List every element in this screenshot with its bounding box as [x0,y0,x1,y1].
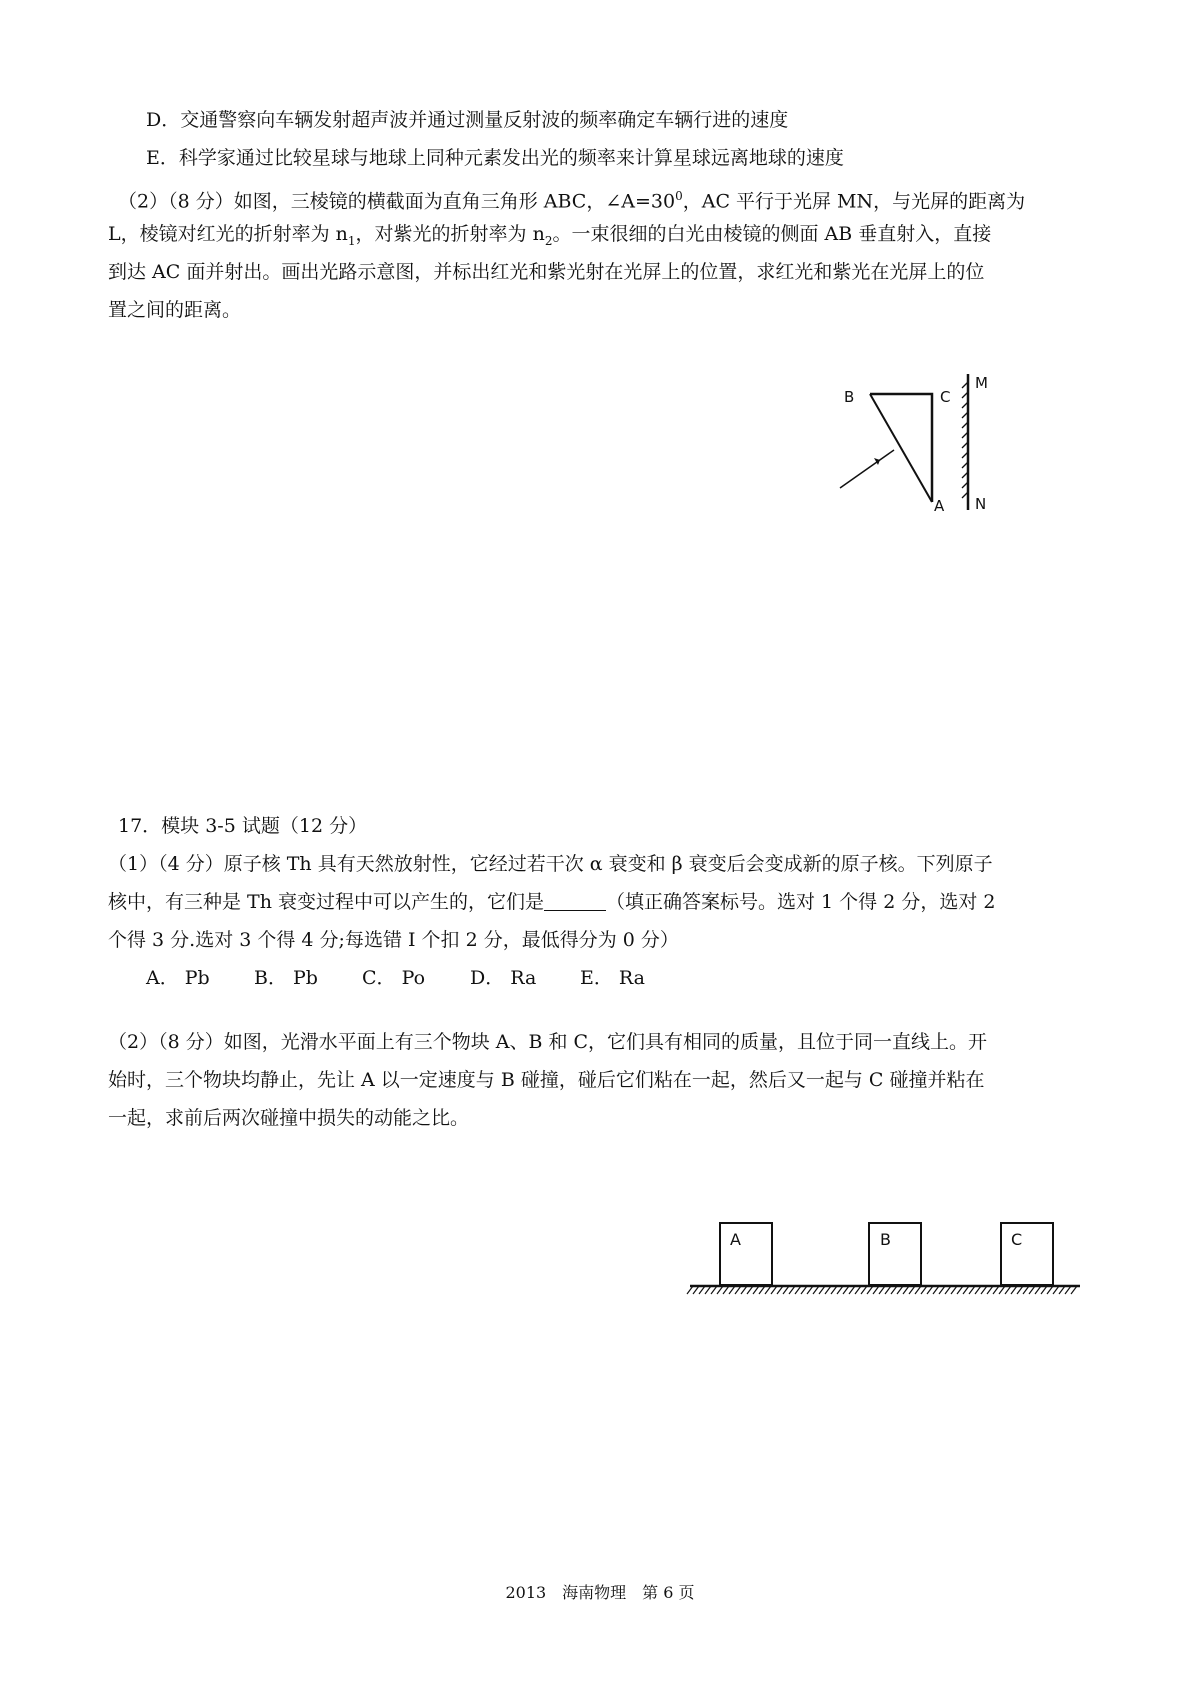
page-footer: 2013 海南物理 第 6 页 [505,1583,695,1602]
n1-sub: 1 [347,233,356,248]
choice-a: A． Pb [146,967,210,989]
choice-e: E． Ra [580,967,645,989]
q17-part1-line2-b: （填正确答案标号。选对 1 个得 2 分，选对 2 [606,891,996,913]
q16-part2-line3: 到达 AC 面并射出。画出光路示意图，并标出红光和紫光射在光屏上的位置，求红光和紫光在光屏上的位 [108,261,985,283]
choice-c: C． Po [362,967,426,989]
q17-heading: 17．模块 3-5 试题（12 分） [118,815,368,837]
q17-part1-line1: （1）（4 分）原子核 Th 具有天然放射性，它经过若干次 α 衰变和 β 衰变后会变成新的原子核。下列原子 [108,853,993,875]
incident-ray [840,450,894,488]
q16-part2-line1-a: （2）（8 分）如图，三棱镜的横截面为直角三角形 ABC，∠A=30 [118,190,676,213]
block-c [1001,1223,1053,1285]
q16-part2-line4: 置之间的距离。 [108,299,242,321]
label-n: N [975,495,987,513]
q17-part2-line2: 始时，三个物块均静止，先让 A 以一定速度与 B 碰撞，碰后它们粘在一起，然后又一起与 C 碰撞并粘在 [108,1069,985,1091]
block-c-label: C [1011,1230,1023,1249]
degree-sup: 0 [675,189,683,203]
block-b [869,1223,921,1285]
n2-sub: 2 [544,233,553,248]
prism-edge-ab [870,394,932,502]
choice-b: B． Pb [254,967,318,989]
label-c: C [940,388,951,406]
q17-part2-line3: 一起，求前后两次碰撞中损失的动能之比。 [108,1107,470,1129]
q17-part1-line2 [108,890,995,914]
q17-part2-line1: （2）（8 分）如图，光滑水平面上有三个物块 A、B 和 C，它们具有相同的质量，且位于同一直线上。开 [108,1031,988,1053]
q16-part2-line2 [108,222,991,253]
label-a: A [934,497,945,515]
q16-part2-line1 [118,184,1025,213]
option-d: D．交通警察向车辆发射超声波并通过测量反射波的频率确定车辆行进的速度 [146,109,789,131]
label-m: M [975,374,988,392]
block-b-label: B [880,1230,891,1249]
answer-blank [544,890,606,911]
prism-figure [830,370,1020,515]
option-e: E．科学家通过比较星球与地球上同种元素发出光的频率来计算星球远离地球的速度 [146,147,844,169]
label-b: B [844,388,855,406]
q17-choices [146,966,645,990]
q16-part2-line2-b: ，对紫光的折射率为 n [355,223,545,245]
block-a [720,1223,772,1285]
choice-d: D． Ra [470,967,537,989]
q16-part2-line2-c: 。一束很细的白光由棱镜的侧面 AB 垂直射入，直接 [552,223,992,245]
q17-part1-line2-a: 核中，有三种是 Th 衰变过程中可以产生的，它们是 [108,891,544,913]
blocks-figure [685,1220,1085,1300]
q17-part1-line3: 个得 3 分.选对 3 个得 4 分;每选错 I 个扣 2 分，最低得分为 0 分） [108,929,679,951]
q16-part2-line1-b: ，AC 平行于光屏 MN，与光屏的距离为 [682,190,1026,213]
q16-part2-line2-a: L，棱镜对红光的折射率为 n [108,223,348,245]
block-a-label: A [730,1230,741,1249]
